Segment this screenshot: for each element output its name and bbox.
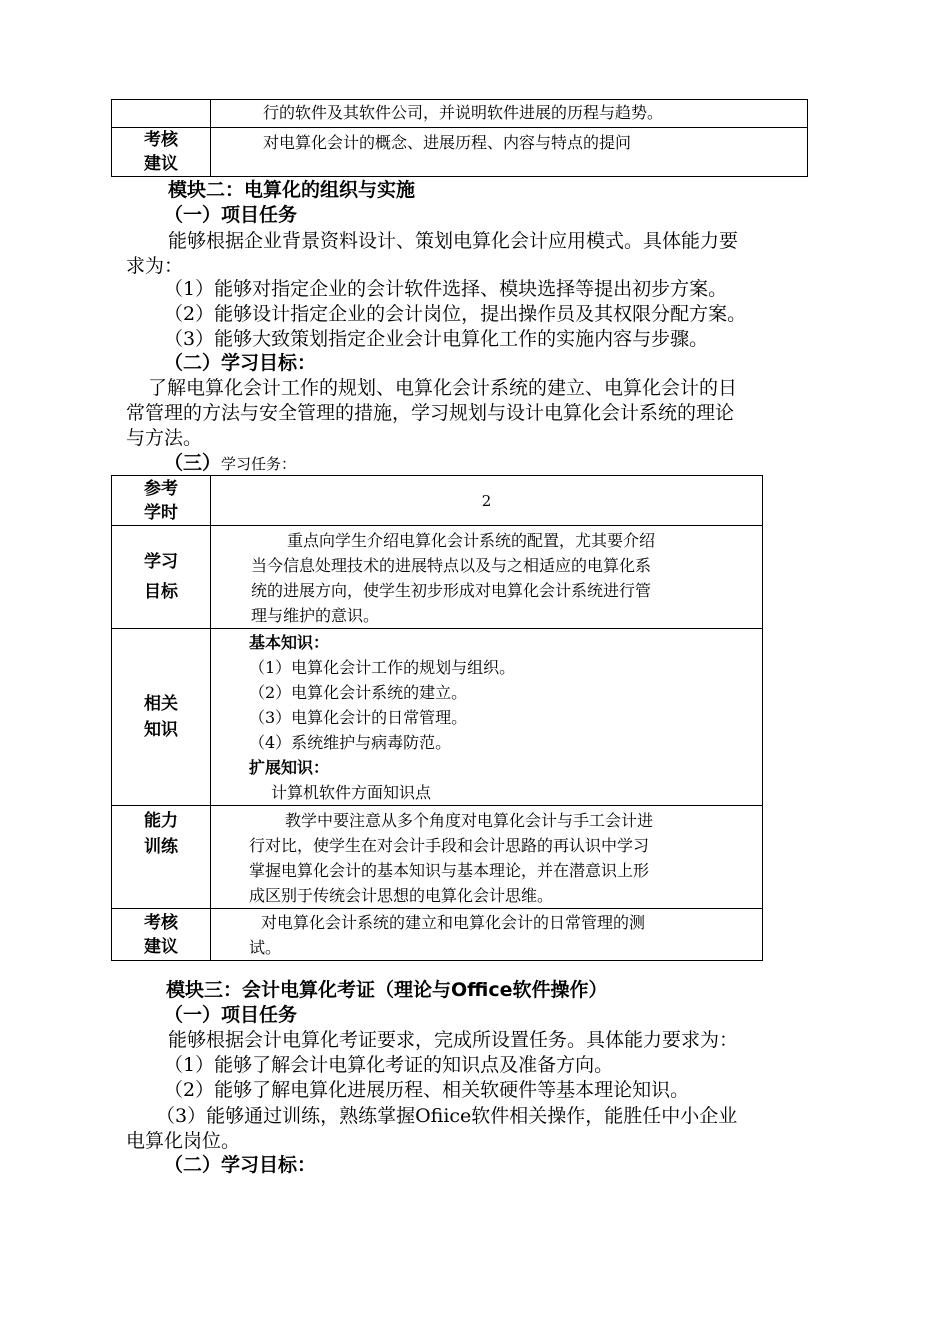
module2-intro-line2: 求为：	[126, 255, 184, 277]
training-line: 教学中要注意从多个角度对电算化会计与手工会计进	[285, 811, 654, 830]
top-table-exam-label	[112, 128, 211, 177]
training-line: 行对比，使学生在对会计手段和会计思路的再认识中学习	[249, 836, 650, 855]
module2-item-1: （1）能够对指定企业的会计软件选择、模块选择等提出初步方案。	[164, 278, 728, 300]
module2-intro-line1: 能够根据企业背景资料设计、策划电算化会计应用模式。具体能力要	[168, 230, 739, 252]
module3-item-2: （2）能够了解电算化进展历程、相关软硬件等基本理论知识。	[164, 1079, 690, 1101]
basic-knowledge-item: （3）电算化会计的日常管理。	[249, 708, 468, 727]
knowledge-text	[211, 629, 763, 806]
label-line: 目标	[144, 582, 178, 602]
label-line: 相关	[144, 694, 178, 714]
hours-value: 2	[211, 476, 763, 526]
goal-line: 统的进展方向，使学生初步形成对电算化会计系统进行管	[251, 581, 652, 600]
exam-line: 对电算化会计系统的建立和电算化会计的日常管理的测	[261, 913, 646, 932]
label-line: 参考	[144, 478, 178, 499]
label-line: 考核	[144, 912, 178, 933]
training-line: 掌握电算化会计的基本知识与基本理论，并在潜意识上形	[249, 861, 650, 880]
module3-item-1: （1）能够了解会计电算化考证的知识点及准备方向。	[164, 1054, 614, 1076]
module2-item-3: （3）能够大致策划指定企业会计电算化工作的实施内容与步骤。	[164, 328, 709, 350]
module3-item-3-line2: 电算化岗位。	[126, 1130, 241, 1152]
module2-sec2-title: （二）学习目标：	[164, 352, 317, 374]
training-line: 成区别于传统会计思想的电算化会计思维。	[249, 886, 554, 905]
module2-sec1-title: （一）项目任务	[164, 204, 298, 226]
training-text	[211, 806, 763, 909]
module2-goal-line2: 常管理的方法与安全管理的措施，学习规划与设计电算化会计系统的理论	[126, 402, 735, 424]
module3-item-3-line1: （3）能够通过训练，熟练掌握Ofiice软件相关操作，能胜任中小企业	[156, 1105, 738, 1127]
module2-sec3-prefix: （三）	[164, 452, 222, 474]
label-line: 建议	[144, 154, 178, 174]
module2-sec3-title	[164, 450, 296, 477]
top-table-exam-text: 对电算化会计的概念、进展历程、内容与特点的提问	[211, 128, 808, 177]
label-line: 建议	[144, 936, 178, 957]
exam-line: 试。	[249, 938, 282, 957]
hours-label	[112, 476, 211, 526]
label-line: 学时	[144, 502, 178, 523]
goal-label	[112, 526, 211, 629]
module3-sec2-title: （二）学习目标：	[164, 1154, 317, 1176]
exam-label	[112, 909, 211, 961]
knowledge-label	[112, 629, 211, 806]
extended-knowledge-item: 计算机软件方面知识点	[271, 783, 432, 802]
module2-heading: 模块二：电算化的组织与实施	[168, 179, 416, 201]
module2-goal-line1: 了解电算化会计工作的规划、电算化会计系统的建立、电算化会计的日	[148, 377, 738, 399]
basic-knowledge-item: （4）系统维护与病毒防范。	[249, 733, 452, 752]
module2-goal-line3: 与方法。	[126, 427, 203, 449]
label-line: 考核	[144, 130, 178, 150]
label-line: 训练	[144, 837, 178, 857]
module3-intro: 能够根据会计电算化考证要求，完成所设置任务。具体能力要求为：	[168, 1029, 739, 1051]
top-table-empty-label	[112, 100, 211, 128]
label-line: 学习	[144, 552, 178, 572]
module2-sec3-suffix: 学习任务：	[221, 455, 297, 473]
basic-knowledge-item: （2）电算化会计系统的建立。	[249, 683, 468, 702]
basic-knowledge-title: 基本知识：	[249, 633, 330, 652]
top-table	[111, 99, 808, 177]
exam-text	[211, 909, 763, 961]
module2-task-table	[111, 475, 763, 961]
basic-knowledge-item: （1）电算化会计工作的规划与组织。	[249, 658, 516, 677]
goal-line: 当今信息处理技术的进展特点以及与之相适应的电算化系	[251, 556, 652, 575]
label-line: 知识	[144, 720, 178, 740]
goal-text	[211, 526, 763, 629]
goal-line: 重点向学生介绍电算化会计系统的配置，尤其要介绍	[287, 531, 656, 550]
module3-sec1-title: （一）项目任务	[164, 1004, 298, 1026]
training-label	[112, 806, 211, 909]
top-table-row1-text: 行的软件及其软件公司，并说明软件进展的历程与趋势。	[211, 100, 808, 128]
extended-knowledge-title: 扩展知识：	[249, 758, 330, 777]
label-line: 能力	[144, 811, 178, 831]
module2-item-2: （2）能够设计指定企业的会计岗位，提出操作员及其权限分配方案。	[164, 303, 747, 325]
goal-line: 理与维护的意识。	[251, 606, 380, 625]
module3-heading: 模块三：会计电算化考证（理论与Office软件操作）	[166, 979, 608, 1001]
